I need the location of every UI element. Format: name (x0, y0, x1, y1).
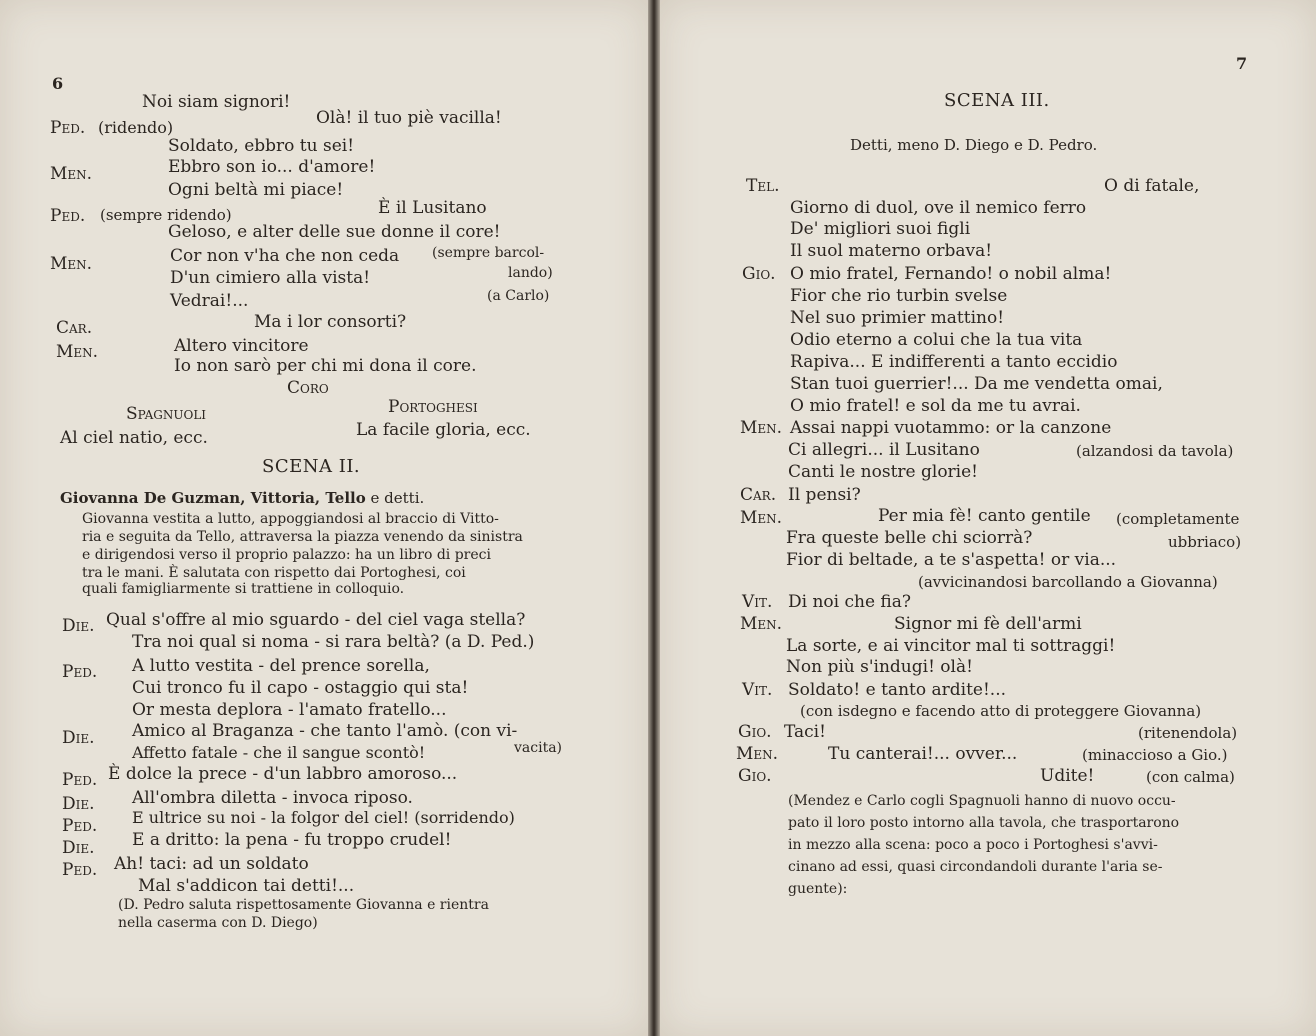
speaker: Vit. (742, 680, 773, 700)
verse-line: La sorte, e ai vincitor mal ti sottraggi! (786, 636, 1116, 656)
stage-note: (avvicinandosi barcollando a Giovanna) (918, 573, 1218, 591)
verse-line: Fior di beltade, a te s'aspetta! or via... (786, 550, 1117, 570)
speaker: Ped. (62, 816, 98, 836)
verse-line: Fior che rio turbin svelse (790, 286, 1008, 306)
stage-direction-line: (Mendez e Carlo cogli Spagnuoli hanno di nuovo occu- (788, 793, 1176, 809)
verse-line: Cui tronco fu il capo - ostaggio qui sta! (132, 678, 469, 698)
speaker: Ped. (50, 206, 86, 226)
stage-note: vacita) (514, 740, 563, 756)
verse-line: O mio fratel, Fernando! o nobil alma! (790, 264, 1112, 284)
stage-note: (sempre barcol- (432, 245, 545, 261)
verse-line: De' migliori suoi figli (790, 219, 971, 239)
stage-direction-line: quali famigliarmente si trattiene in colloquio. (82, 581, 405, 597)
left-page (0, 0, 648, 1036)
speaker: Vit. (742, 592, 773, 612)
cast-line (60, 488, 424, 508)
verse-line: Ah! taci: ad un soldato (114, 854, 309, 874)
speaker: Ped. (62, 662, 98, 682)
verse-line: Di noi che fia? (788, 592, 912, 612)
stage-direction-line: guente): (788, 881, 848, 897)
speaker: Die. (62, 794, 95, 814)
verse-line: Per mia fè! canto gentile (878, 506, 1091, 526)
verse-line: All'ombra diletta - invoca riposo. (132, 788, 413, 808)
verse-line: Stan tuoi guerrier!... Da me vendetta omai, (790, 374, 1163, 394)
chorus-heading: Coro (287, 378, 329, 398)
stage-note: (con isdegno e facendo atto di proteggere Giovanna) (800, 702, 1202, 720)
speaker: Die. (62, 838, 95, 858)
speaker: Men. (56, 342, 99, 362)
speaker: Gio. (738, 766, 772, 786)
verse-line: Vedrai!... (170, 291, 249, 311)
stage-direction-line: Giovanna vestita a lutto, appoggiandosi al braccio di Vitto- (82, 511, 499, 527)
verse-line: O di fatale, (1104, 176, 1200, 196)
speaker: Men. (740, 508, 783, 528)
verse-line: Canti le nostre glorie! (788, 462, 979, 482)
verse-line: Udite! (1040, 766, 1095, 786)
verse-line: Ma i lor consorti? (254, 312, 407, 332)
verse-line: O mio fratel! e sol da me tu avrai. (790, 396, 1081, 416)
verse-line: Giorno di duol, ove il nemico ferro (790, 198, 1087, 218)
verse-line: Amico al Braganza - che tanto l'amò. (con vi- (132, 721, 518, 741)
speaker: Men. (736, 744, 779, 764)
verse-line: Cor non v'ha che non ceda (170, 246, 400, 266)
verse-line: Or mesta deplora - l'amato fratello... (132, 700, 447, 720)
verse-line: Soldato, ebbro tu sei! (168, 136, 355, 156)
verse-line: Altero vincitore (174, 336, 309, 356)
stage-note: (con calma) (1146, 768, 1235, 786)
verse-line: Nel suo primier mattino! (790, 308, 1005, 328)
verse-line: Odio eterno a colui che la tua vita (790, 330, 1083, 350)
verse-line: Geloso, e alter delle sue donne il core! (168, 222, 501, 242)
verse-line: Al ciel natio, ecc. (60, 428, 208, 448)
speaker: Ped. (50, 118, 86, 138)
speaker: Tel. (746, 176, 780, 196)
verse-line: Rapiva... E indifferenti a tanto eccidio (790, 352, 1118, 372)
cast-line: Detti, meno D. Diego e D. Pedro. (850, 136, 1098, 154)
stage-direction-line: pato il loro posto intorno alla tavola, che trasportarono (788, 815, 1180, 831)
verse-line: Assai nappi vuotammo: or la canzone (790, 418, 1112, 438)
stage-note: (alzandosi da tavola) (1076, 442, 1234, 460)
verse-line: Olà! il tuo piè vacilla! (316, 108, 502, 128)
speaker: Men. (50, 254, 93, 274)
stage-note: lando) (508, 265, 553, 281)
stage-note: (ritenendola) (1138, 724, 1238, 742)
verse-line: Ebbro son io... d'amore! (168, 157, 376, 177)
stage-direction-line: tra le mani. È salutata con rispetto dai Portoghesi, coi (82, 565, 466, 581)
speaker: Car. (56, 318, 93, 338)
verse-line: Signor mi fè dell'armi (894, 614, 1082, 634)
verse-line: Affetto fatale - che il sangue scontò! (132, 743, 426, 762)
verse-line: E ultrice su noi - la folgor del ciel! (sorridendo) (132, 808, 515, 827)
speaker: Men. (740, 614, 783, 634)
verse-line: Noi siam signori! (142, 92, 291, 112)
verse-line: Il suol materno orbava! (790, 241, 993, 261)
verse-line: Il pensi? (788, 485, 861, 505)
scene-title: SCENA III. (944, 90, 1050, 111)
speaker: Gio. (738, 722, 772, 742)
verse-line: Tu canterai!... ovver... (828, 744, 1018, 764)
stage-direction-line: nella caserma con D. Diego) (118, 915, 318, 931)
stage-direction-line: ria e seguita da Tello, attraversa la piazza venendo da sinistra (82, 529, 523, 545)
stage-note: (a Carlo) (487, 288, 550, 304)
verse-line: Ci allegri... il Lusitano (788, 440, 980, 460)
speaker: Die. (62, 728, 95, 748)
verse-line: È dolce la prece - d'un labbro amoroso... (108, 764, 458, 784)
verse-line: Fra queste belle chi sciorrà? (786, 528, 1033, 548)
scene-title: SCENA II. (262, 456, 361, 477)
group-heading: Portoghesi (388, 397, 478, 417)
speaker: Men. (740, 418, 783, 438)
speaker: Car. (740, 485, 777, 505)
verse-line: È il Lusitano (378, 198, 487, 218)
page-number: 6 (52, 74, 64, 93)
speaker: Die. (62, 616, 95, 636)
verse-line: Qual s'offre al mio sguardo - del ciel vaga stella? (106, 610, 526, 630)
cast-rest: e detti. (370, 489, 425, 507)
verse-line: Soldato! e tanto ardite!... (788, 680, 1007, 700)
stage-note: (minaccioso a Gio.) (1082, 746, 1228, 764)
speaker: Gio. (742, 264, 776, 284)
verse-line: Mal s'addicon tai detti!... (138, 876, 355, 896)
stage-direction-line: e dirigendosi verso il proprio palazzo: ha un libro di preci (82, 547, 491, 563)
page-number: 7 (1236, 54, 1248, 73)
stage-note: (ridendo) (98, 118, 174, 137)
verse-line: A lutto vestita - del prence sorella, (132, 656, 430, 676)
stage-note: ubbriaco) (1168, 533, 1242, 551)
book-gutter (648, 0, 660, 1036)
stage-note: (sempre ridendo) (100, 206, 232, 224)
verse-line: La facile gloria, ecc. (356, 420, 531, 440)
stage-note: (completamente (1116, 510, 1240, 528)
verse-line: Tra noi qual si noma - si rara beltà? (a D. Ped.) (132, 632, 535, 652)
stage-direction-line: in mezzo alla scena: poco a poco i Portoghesi s'avvi- (788, 837, 1158, 853)
verse-line: Taci! (784, 722, 826, 742)
right-page (660, 0, 1316, 1036)
verse-line: Io non sarò per chi mi dona il core. (174, 356, 477, 376)
speaker: Ped. (62, 860, 98, 880)
verse-line: Non più s'indugi! olà! (786, 657, 973, 677)
stage-direction-line: (D. Pedro saluta rispettosamente Giovanna e rientra (118, 897, 489, 913)
verse-line: D'un cimiero alla vista! (170, 268, 371, 288)
speaker: Men. (50, 164, 93, 184)
cast-names: Giovanna De Guzman, Vittoria, Tello (60, 489, 366, 507)
stage-direction-line: cinano ad essi, quasi circondandoli durante l'aria se- (788, 859, 1163, 875)
verse-line: E a dritto: la pena - fu troppo crudel! (132, 830, 452, 850)
verse-line: Ogni beltà mi piace! (168, 180, 344, 200)
speaker: Ped. (62, 770, 98, 790)
group-heading: Spagnuoli (126, 404, 207, 424)
